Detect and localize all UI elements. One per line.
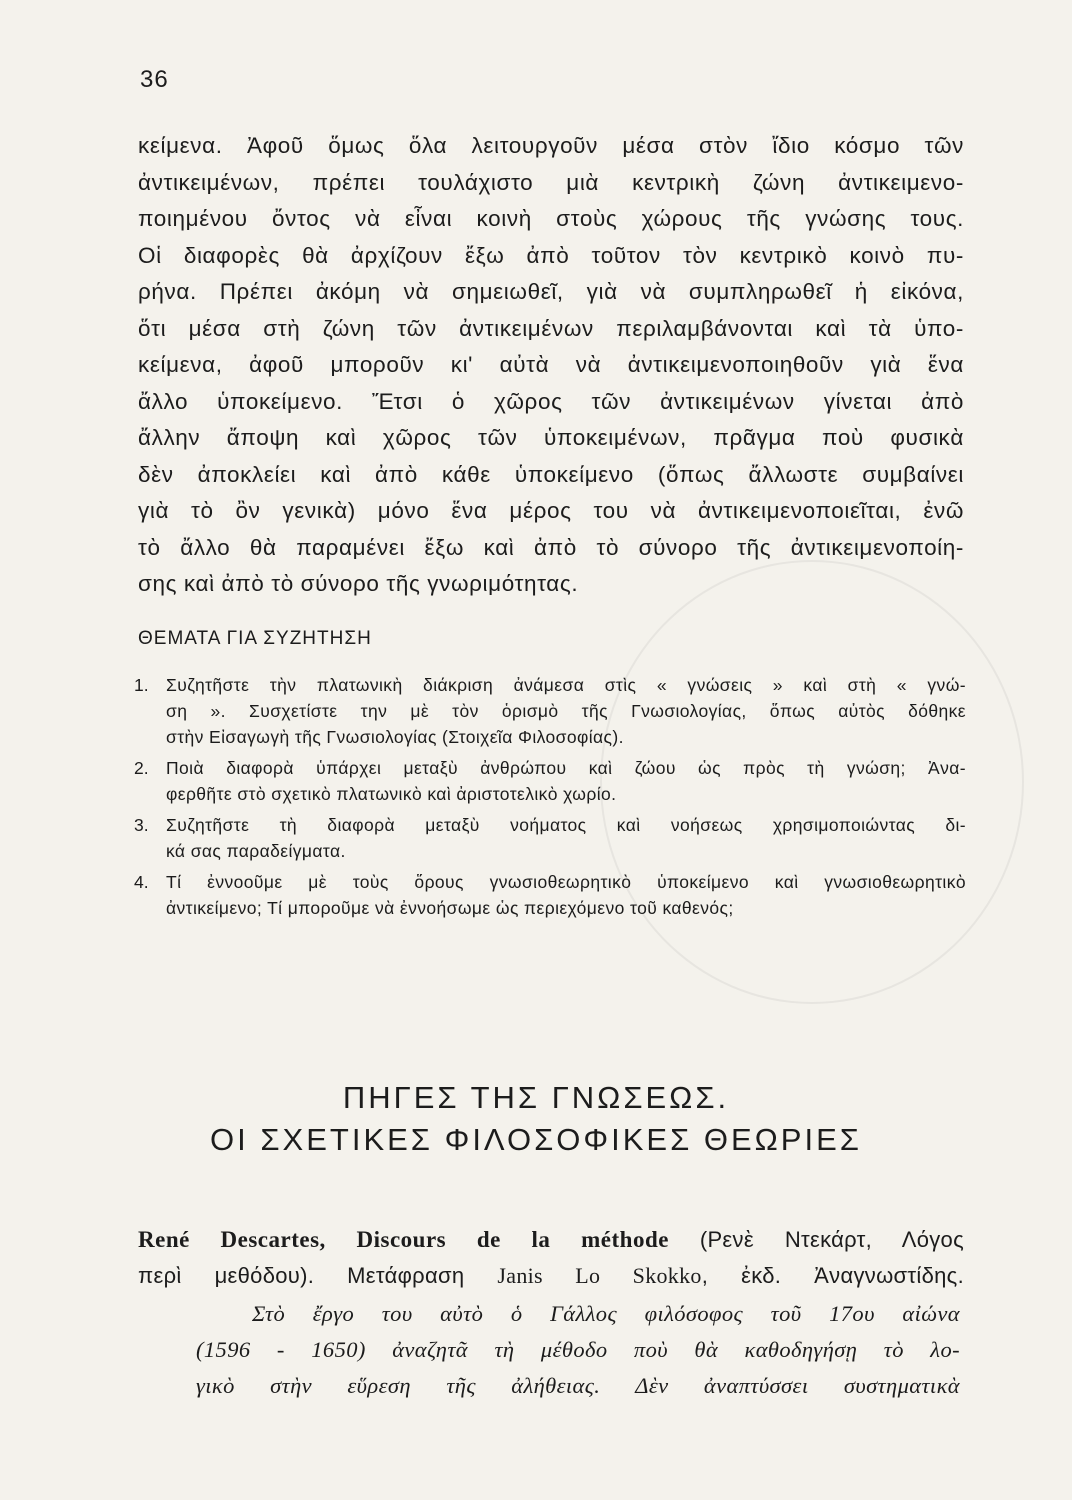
- question-item: [134, 755, 966, 807]
- body-line: γιὰ τὸ ὂν γενικὰ) μόνο ἕνα μέρος του νὰ ἀντικειμενοποιεῖται, ἐνῶ: [138, 498, 964, 523]
- question-item: [134, 672, 966, 750]
- source-translation-label: περὶ μεθόδου). Μετάφραση: [138, 1263, 498, 1288]
- translator-name: Janis Lo Skokko: [497, 1263, 702, 1288]
- page-number: 36: [140, 66, 169, 93]
- body-line: ρήνα. Πρέπει ἀκόμη νὰ σημειωθεῖ, γιὰ νὰ συμπληρωθεῖ ἡ εἰκόνα,: [138, 279, 964, 304]
- body-line: δὲν ἀποκλείει καὶ ἀπὸ κάθε ὑποκείμενο (ὅπως ἄλλωστε συμβαίνει: [138, 461, 964, 487]
- body-line: ποιημένου ὄντος νὰ εἶναι κοινὴ στοὺς χώρους τῆς γνώσης τους.: [138, 206, 964, 231]
- source-reference: [138, 1222, 964, 1294]
- body-line: κείμενα. Ἀφοῦ ὅμως ὅλα λειτουργοῦν μέσα στὸν ἴδιο κόσμο τῶν: [138, 133, 964, 158]
- question-line: στὴν Εἰσαγωγὴ τῆς Γνωσιολογίας (Στοιχεῖα Φιλοσοφίας).: [166, 727, 624, 747]
- summary-line: Στὸ ἔργο του αὐτὸ ὁ Γάλλος φιλόσοφος τοῦ 17ου αἰώνα: [252, 1301, 960, 1326]
- section-heading: ΘΕΜΑΤΑ ΓΙΑ ΣΥΖΗΤΗΣΗ: [138, 628, 372, 649]
- question-number: 1.: [134, 675, 149, 695]
- summary-line: γικὸ στὴν εὕρεση τῆς ἀλήθειας. Δὲν ἀναπτύσσει συστηματικὰ: [196, 1373, 960, 1398]
- body-line: Οἱ διαφορὲς θὰ ἀρχίζουν ἔξω ἀπὸ τοῦτον τὸν κεντρικὸ κοινὸ πυ-: [138, 242, 964, 268]
- chapter-title-line-1: ΠΗΓΕΣ ΤΗΣ ΓΝΩΣΕΩΣ.: [342, 1080, 730, 1115]
- source-line-2: [138, 1258, 964, 1294]
- body-line: σης καὶ ἀπὸ τὸ σύνορο τῆς γνωριμότητας.: [138, 571, 579, 596]
- body-line: ὅτι μέσα στὴ ζώνη τῶν ἀντικειμένων περιλαμβάνονται καὶ τὰ ὑπο-: [138, 315, 964, 341]
- question-line: Τί ἐννοοῦμε μὲ τοὺς ὅρους γνωσιοθεωρητικὸ ὑποκείμενο καὶ γνωσιοθεωρητικὸ: [166, 872, 966, 892]
- chapter-title-line-2: ΟΙ ΣΧΕΤΙΚΕΣ ΦΙΛΟΣΟΦΙΚΕΣ ΘΕΩΡΙΕΣ: [210, 1122, 862, 1157]
- question-line: Συζητῆστε τὴν πλατωνικὴ διάκριση ἀνάμεσα στὶς « γνώσεις » καὶ στὴ « γνώ-: [166, 675, 966, 695]
- discussion-questions: [134, 672, 966, 926]
- body-line: τὸ ἄλλο θὰ παραμένει ἔξω καὶ ἀπὸ τὸ σύνορο τῆς ἀντικειμενοποίη-: [138, 534, 964, 560]
- question-line: κά σας παραδείγματα.: [166, 841, 346, 861]
- body-line: ἀντικειμένων, πρέπει τουλάχιστο μιὰ κεντρικὴ ζώνη ἀντικειμενο-: [138, 169, 964, 195]
- body-line: κείμενα, ἀφοῦ μποροῦν κι' αὐτὰ νὰ ἀντικειμενοποιηθοῦν γιὰ ἕνα: [138, 352, 964, 377]
- body-line: ἄλλην ἄποψη καὶ χῶρος τῶν ὑποκειμένων, πρᾶγμα ποὺ φυσικὰ: [138, 425, 964, 450]
- summary-line: (1596 - 1650) ἀναζητᾶ τὴ μέθοδο ποὺ θὰ καθοδηγήσῃ τὸ λο-: [196, 1337, 960, 1362]
- question-line: φερθῆτε στὸ σχετικὸ πλατωνικὸ καὶ ἀριστοτελικὸ χωρίο.: [166, 784, 617, 804]
- source-title-greek: (Ρενὲ Ντεκάρτ, Λόγος: [668, 1227, 964, 1252]
- question-number: 2.: [134, 758, 149, 778]
- question-line: ἀντικείμενο; Τί μποροῦμε νὰ ἐννοήσωμε ὡς περιεχόμενο τοῦ καθενός;: [166, 898, 734, 918]
- question-number: 4.: [134, 872, 149, 892]
- body-line: ἄλλο ὑποκείμενο. Ἔτσι ὁ χῶρος τῶν ἀντικειμένων γίνεται ἀπὸ: [138, 388, 964, 414]
- question-item: [134, 812, 966, 864]
- question-line: Συζητῆστε τὴ διαφορὰ μεταξὺ νοήματος καὶ νοήσεως χρησιμοποιώντας δι-: [166, 815, 966, 835]
- publisher: , ἐκδ. Ἀναγνωστίδης.: [701, 1263, 964, 1288]
- question-item: [134, 869, 966, 921]
- source-line-1: [138, 1222, 964, 1258]
- question-line: ση ». Συσχετίστε την μὲ τὸν ὁρισμὸ τῆς Γνωσιολογίας, ὅπως αὐτὸς δόθηκε: [166, 701, 966, 721]
- author-work: René Descartes, Discours de la méthode: [138, 1227, 669, 1252]
- source-summary: [196, 1296, 960, 1404]
- body-paragraph: [138, 128, 964, 603]
- question-line: Ποιὰ διαφορὰ ὑπάρχει μεταξὺ ἀνθρώπου καὶ ζώου ὡς πρὸς τὴ γνώση; Ἀνα-: [166, 758, 966, 778]
- question-number: 3.: [134, 815, 149, 835]
